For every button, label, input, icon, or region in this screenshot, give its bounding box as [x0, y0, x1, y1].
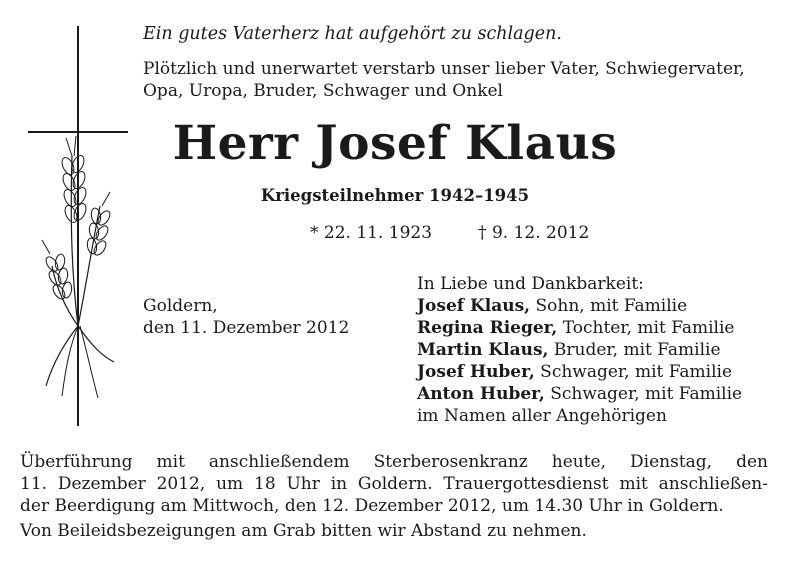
- arrangements-line: der Beerdigung am Mittwoch, den 12. Dezember 2012, um 14.30 Uhr in Goldern.: [20, 496, 724, 516]
- arrangements-line: Überführung mit anschließendem Sterberosenkranz heute, Dienstag, den: [20, 452, 768, 472]
- mourner-name: Anton Huber,: [417, 384, 545, 404]
- motto: Ein gutes Vaterherz hat aufgehört zu schlagen.: [143, 24, 562, 44]
- death-date: † 9. 12. 2012: [478, 223, 590, 243]
- veteran-note: Kriegsteilnehmer 1942–1945: [260, 186, 530, 205]
- arrangements-line: 11. Dezember 2012, um 18 Uhr in Goldern. Trauergottesdienst mit anschließen-: [20, 474, 768, 494]
- mourner-row: [417, 295, 742, 317]
- intro-line: Opa, Uropa, Bruder, Schwager und Onkel: [143, 81, 503, 101]
- mourners-list: [417, 273, 742, 427]
- mourner-relation: Schwager, mit Familie: [544, 384, 743, 404]
- funeral-arrangements: [20, 451, 768, 517]
- intro-text: [143, 58, 763, 102]
- mourner-row: [417, 383, 742, 405]
- birth-date: * 22. 11. 1923: [310, 223, 433, 243]
- deceased-name: Herr Josef Klaus: [172, 116, 618, 171]
- mourner-relation: Schwager, mit Familie: [534, 362, 733, 382]
- place: Goldern,: [143, 296, 218, 316]
- mourner-name: Josef Klaus,: [417, 296, 531, 316]
- intro-line: Plötzlich und unerwartet verstarb unser lieber Vater, Schwiegervater,: [143, 59, 745, 79]
- cross-with-wheat-icon: [22, 26, 134, 426]
- mourner-name: Josef Huber,: [417, 362, 535, 382]
- mourner-name: Martin Klaus,: [417, 340, 549, 360]
- mourner-row: [417, 361, 742, 383]
- mourner-name: Regina Rieger,: [417, 318, 558, 338]
- mourner-relation: Tochter, mit Familie: [557, 318, 735, 338]
- mourner-row: [417, 339, 742, 361]
- mourner-relation: Sohn, mit Familie: [530, 296, 688, 316]
- place-date: den 11. Dezember 2012: [143, 318, 350, 338]
- place-and-date: [143, 295, 349, 339]
- mourner-relation: Bruder, mit Familie: [548, 340, 721, 360]
- life-dates: [310, 223, 589, 243]
- on-behalf-line: im Namen aller Angehörigen: [417, 406, 667, 426]
- mourner-row: [417, 317, 742, 339]
- gratitude-line: In Liebe und Dankbarkeit:: [417, 274, 644, 294]
- condolence-note: Von Beileidsbezeigungen am Grab bitten wir Abstand zu nehmen.: [20, 521, 587, 541]
